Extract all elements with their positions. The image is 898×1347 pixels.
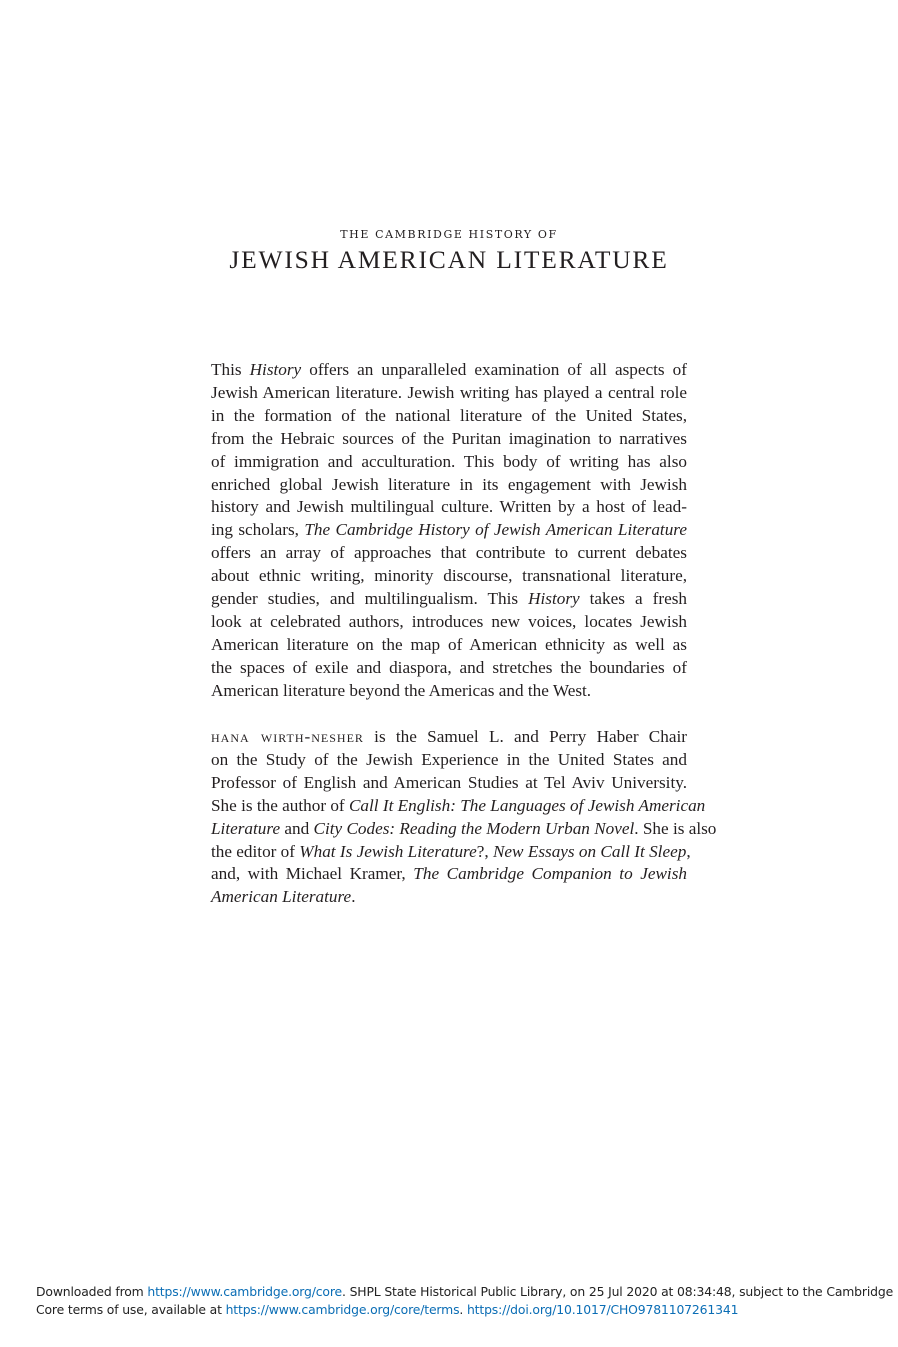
author-bio (211, 726, 717, 909)
text-line: in the formation of the national literature of the United States, (211, 405, 687, 425)
text-line: Literature and City Codes: Reading the Modern Urban Novel. She is also (211, 818, 717, 838)
text-line: about ethnic writing, minority discourse, transnational literature, (211, 566, 687, 586)
text-line: ing scholars, The Cambridge History of Jewish American Literature (211, 520, 687, 540)
cambridge-core-link[interactable]: https://www.cambridge.org/core (147, 1284, 343, 1299)
terms-link[interactable]: https://www.cambridge.org/core/terms (225, 1302, 460, 1317)
text-line: enriched global Jewish literature in its engagement with Jewish (211, 474, 687, 494)
footer-line-1: Downloaded from https://www.cambridge.org/core. SHPL State Historical Public Library, on 25 Jul 2020 at 08:34:48, subject to the Cambridge (36, 1284, 894, 1299)
text-line: Professor of English and American Studies at Tel Aviv University. (211, 772, 687, 792)
text-line: of immigration and acculturation. This body of writing has also (211, 451, 687, 471)
text-line: and, with Michael Kramer, The Cambridge Companion to Jewish (211, 864, 687, 884)
text-line: American Literature. (211, 887, 356, 907)
book-title: JEWISH AMERICAN LITERATURE (229, 245, 669, 274)
footer-line-2: Core terms of use, available at https://www.cambridge.org/core/terms. https://doi.org/10.1017/CHO9781107261341 (36, 1302, 739, 1317)
text-line: on the Study of the Jewish Experience in the United States and (211, 749, 687, 769)
text-line: from the Hebraic sources of the Puritan imagination to narratives (211, 428, 687, 448)
text-line: the editor of What Is Jewish Literature?, New Essays on Call It Sleep, (211, 841, 691, 861)
doi-link[interactable]: https://doi.org/10.1017/CHO9781107261341 (466, 1302, 739, 1317)
text-line: She is the author of Call It English: The Languages of Jewish American (211, 795, 706, 815)
author-name: hana wirth-nesher (211, 727, 364, 746)
text-line: This History offers an unparalleled examination of all aspects of (211, 360, 687, 379)
text-line: Jewish American literature. Jewish writing has played a central role (211, 382, 687, 402)
download-notice (36, 1283, 893, 1319)
text-line: hana wirth-nesher is the Samuel L. and Perry Haber Chair (211, 727, 687, 746)
book-description (211, 359, 687, 703)
text-line: the spaces of exile and diaspora, and stretches the boundaries of (211, 657, 687, 677)
text-line: American literature on the map of American ethnicity as well as (211, 634, 687, 654)
text-line: offers an array of approaches that contribute to current debates (211, 543, 687, 563)
series-label: THE CAMBRIDGE HISTORY OF (340, 228, 558, 241)
text-line: gender studies, and multilingualism. This History takes a fresh (211, 589, 687, 609)
text-line: American literature beyond the Americas and the West. (211, 680, 592, 700)
text-line: history and Jewish multilingual culture. Written by a host of lead- (211, 497, 687, 517)
text-line: look at celebrated authors, introduces new voices, locates Jewish (211, 611, 687, 631)
